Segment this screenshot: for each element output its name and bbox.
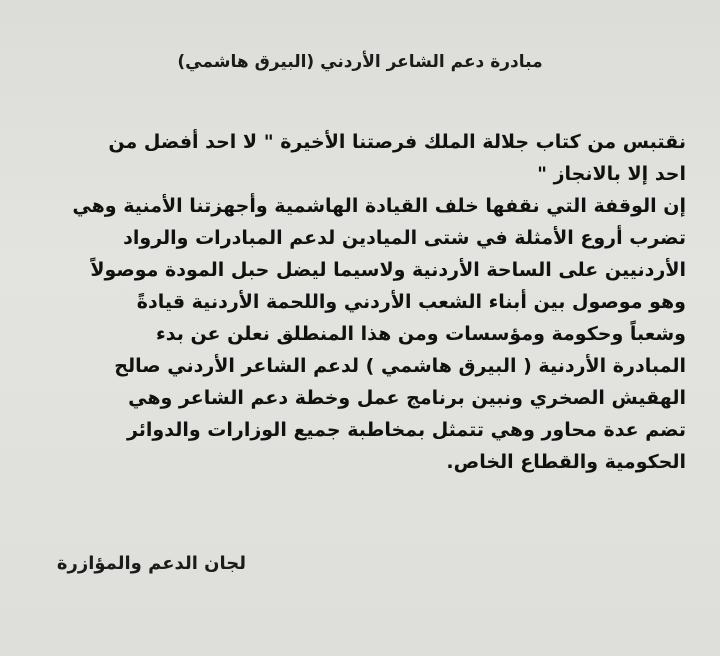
body-line: الأردنيين على الساحة الأردنية ولاسيما ليضل حبل المودة موصولاً: [90, 259, 686, 281]
body-line: الهقيش الصخري ونبين برنامج عمل وخطة دعم الشاعر وهي: [128, 387, 686, 409]
body-line: الحكومية والقطاع الخاص.: [446, 451, 686, 473]
body-text: [34, 126, 686, 478]
document-title: مبادرة دعم الشاعر الأردني (البيرق هاشمي): [177, 52, 543, 72]
body-line: إن الوقفة التي نقفها خلف القيادة الهاشمية وأجهزتنا الأمنية وهي: [72, 195, 686, 217]
body-line: احد إلا بالانجاز ": [537, 163, 686, 185]
body-line: وهو موصول بين أبناء الشعب الأردني واللحمة الأردنية قيادةً: [136, 291, 686, 313]
body-line: نقتبس من كتاب جلالة الملك فرصتنا الأخيرة " لا احد أفضل من: [108, 131, 686, 153]
body-line: وشعباً وحكومة ومؤسسات ومن هذا المنطلق نعلن عن بدء: [156, 323, 686, 345]
signature-line: لجان الدعم والمؤازرة: [56, 553, 246, 574]
body-line: المبادرة الأردنية ( البيرق هاشمي ) لدعم الشاعر الأردني صالح: [114, 355, 686, 377]
body-line: تضم عدة محاور وهي تتمثل بمخاطبة جميع الوزارات والدوائر: [126, 419, 686, 441]
body-line: تضرب أروع الأمثلة في شتى الميادين لدعم المبادرات والرواد: [123, 227, 686, 249]
